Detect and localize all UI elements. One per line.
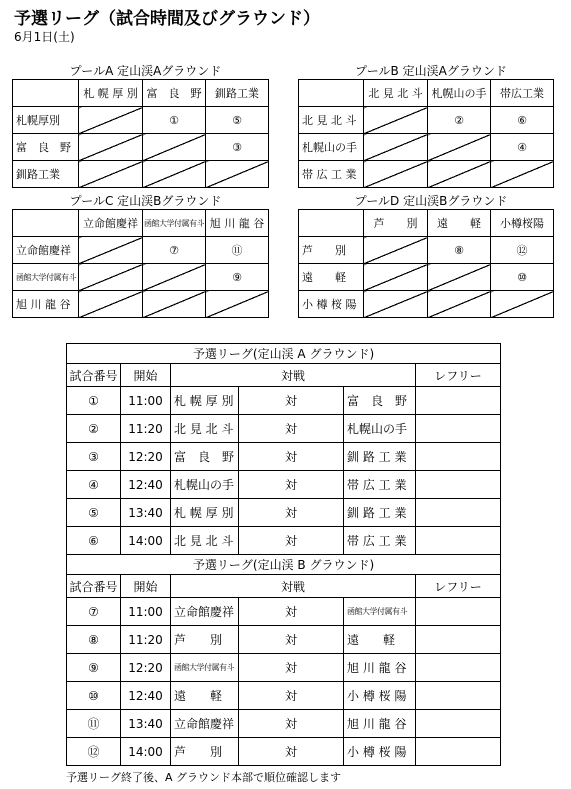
column-team-header: 立命館慶祥 xyxy=(79,210,143,237)
diagonal-cell xyxy=(79,291,143,318)
pool-b-table xyxy=(298,79,554,188)
match-number-cell: ⑦ xyxy=(143,237,206,264)
row-team-header: 富 良 野 xyxy=(13,134,79,161)
referee-cell xyxy=(416,654,501,682)
column-team-header: 芦 別 xyxy=(364,210,428,237)
referee-cell xyxy=(416,443,501,471)
referee-header: レフリー xyxy=(416,364,501,387)
pool-c-table xyxy=(12,209,269,318)
match-number-cell: ⑪ xyxy=(206,237,269,264)
vs-label: 対 xyxy=(239,415,344,443)
away-team: 帯 広 工 業 xyxy=(344,527,416,555)
row-team-header: 釧路工業 xyxy=(13,161,79,188)
match-number-cell: ⑥ xyxy=(491,107,554,134)
diagonal-cell xyxy=(206,291,269,318)
event-date: 6月1日(土) xyxy=(14,30,75,44)
vs-label: 対 xyxy=(239,710,344,738)
match-row xyxy=(67,626,501,654)
match-number: ④ xyxy=(67,471,121,499)
home-team: 札幌山の手 xyxy=(171,471,239,499)
match-number: ⑧ xyxy=(67,626,121,654)
pool-d-title: プールD 定山渓Bグラウンド xyxy=(354,194,508,208)
match-row xyxy=(67,598,501,626)
referee-cell xyxy=(416,527,501,555)
start-time-header: 開始 xyxy=(121,364,171,387)
away-team: 小 樽 桜 陽 xyxy=(344,738,416,766)
diagonal-cell xyxy=(364,134,428,161)
match-row xyxy=(67,499,501,527)
row-team-header: 函館大学付属有斗 xyxy=(13,264,79,291)
diagonal-cell xyxy=(428,134,491,161)
row-team-header: 札幌厚別 xyxy=(13,107,79,134)
away-team: 函館大学付属有斗 xyxy=(344,598,416,626)
match-number: ③ xyxy=(67,443,121,471)
vs-label: 対 xyxy=(239,682,344,710)
column-team-header: 遠 軽 xyxy=(428,210,491,237)
start-time: 14:00 xyxy=(121,527,171,555)
column-team-header: 釧路工業 xyxy=(206,80,269,107)
footnote: 予選リーグ終了後、A グラウンド本部で順位確認します xyxy=(66,771,342,784)
referee-cell xyxy=(416,471,501,499)
diagonal-cell xyxy=(364,291,428,318)
match-number-cell: ⑧ xyxy=(428,237,491,264)
match-no-header: 試合番号 xyxy=(67,364,121,387)
corner-cell xyxy=(13,210,79,237)
diagonal-cell xyxy=(143,264,206,291)
column-team-header: 札 幌 厚 別 xyxy=(79,80,143,107)
start-time: 12:20 xyxy=(121,443,171,471)
referee-cell xyxy=(416,710,501,738)
vs-label: 対 xyxy=(239,387,344,415)
match-number-cell: ① xyxy=(143,107,206,134)
diagonal-cell xyxy=(491,161,554,188)
home-team: 富 良 野 xyxy=(171,443,239,471)
home-team: 芦 別 xyxy=(171,626,239,654)
referee-cell xyxy=(416,499,501,527)
match-row xyxy=(67,682,501,710)
match-row xyxy=(67,527,501,555)
match-row xyxy=(67,710,501,738)
diagonal-cell xyxy=(364,107,428,134)
match-row xyxy=(67,443,501,471)
match-row xyxy=(67,471,501,499)
pool-b-title: プールB 定山渓Aグラウンド xyxy=(355,64,507,78)
start-time: 12:40 xyxy=(121,682,171,710)
referee-cell xyxy=(416,387,501,415)
schedule-table xyxy=(66,343,501,766)
diagonal-cell xyxy=(428,291,491,318)
match-number: ⑩ xyxy=(67,682,121,710)
start-time: 11:00 xyxy=(121,598,171,626)
row-team-header: 北 見 北 斗 xyxy=(299,107,364,134)
pool-d-table xyxy=(298,209,554,318)
away-team: 富 良 野 xyxy=(344,387,416,415)
match-row xyxy=(67,738,501,766)
match-row xyxy=(67,387,501,415)
diagonal-cell xyxy=(79,264,143,291)
diagonal-cell xyxy=(428,264,491,291)
away-team: 旭 川 龍 谷 xyxy=(344,710,416,738)
column-team-header: 北 見 北 斗 xyxy=(364,80,428,107)
home-team: 北 見 北 斗 xyxy=(171,527,239,555)
home-team: 札 幌 厚 別 xyxy=(171,387,239,415)
column-team-header: 帯広工業 xyxy=(491,80,554,107)
row-team-header: 旭 川 龍 谷 xyxy=(13,291,79,318)
column-team-header: 小樽桜陽 xyxy=(491,210,554,237)
diagonal-cell xyxy=(79,161,143,188)
away-team: 遠 軽 xyxy=(344,626,416,654)
vs-label: 対 xyxy=(239,471,344,499)
page-title: 予選リーグ（試合時間及びグラウンド） xyxy=(14,9,320,29)
diagonal-cell xyxy=(143,134,206,161)
referee-cell xyxy=(416,626,501,654)
away-team: 釧 路 工 業 xyxy=(344,499,416,527)
start-time: 11:20 xyxy=(121,626,171,654)
home-team: 北 見 北 斗 xyxy=(171,415,239,443)
column-team-header: 富 良 野 xyxy=(143,80,206,107)
away-team: 札幌山の手 xyxy=(344,415,416,443)
referee-cell xyxy=(416,682,501,710)
home-team: 遠 軽 xyxy=(171,682,239,710)
home-team: 札 幌 厚 別 xyxy=(171,499,239,527)
home-team: 立命館慶祥 xyxy=(171,598,239,626)
diagonal-cell xyxy=(143,161,206,188)
match-number-cell: ⑤ xyxy=(206,107,269,134)
diagonal-cell xyxy=(206,161,269,188)
corner-cell xyxy=(299,210,364,237)
start-time: 12:20 xyxy=(121,654,171,682)
diagonal-cell xyxy=(79,107,143,134)
diagonal-cell xyxy=(79,134,143,161)
vs-label: 対 xyxy=(239,738,344,766)
match-number: ⑦ xyxy=(67,598,121,626)
corner-cell xyxy=(299,80,364,107)
matchup-header: 対戦 xyxy=(171,575,416,598)
match-number: ⑤ xyxy=(67,499,121,527)
start-time-header: 開始 xyxy=(121,575,171,598)
start-time: 12:40 xyxy=(121,471,171,499)
referee-cell xyxy=(416,415,501,443)
diagonal-cell xyxy=(428,161,491,188)
match-no-header: 試合番号 xyxy=(67,575,121,598)
match-number-cell: ⑨ xyxy=(206,264,269,291)
section-title: 予選リーグ(定山渓 A グラウンド) xyxy=(67,344,501,364)
home-team: 立命館慶祥 xyxy=(171,710,239,738)
row-team-header: 遠 軽 xyxy=(299,264,364,291)
diagonal-cell xyxy=(491,291,554,318)
diagonal-cell xyxy=(143,291,206,318)
match-number: ⑨ xyxy=(67,654,121,682)
match-number-cell: ③ xyxy=(206,134,269,161)
match-number-cell: ② xyxy=(428,107,491,134)
match-number-cell: ⑫ xyxy=(491,237,554,264)
matchup-header: 対戦 xyxy=(171,364,416,387)
section-title: 予選リーグ(定山渓 B グラウンド) xyxy=(67,555,501,575)
start-time: 11:00 xyxy=(121,387,171,415)
pool-a-table xyxy=(12,79,269,188)
pool-c-title: プールC 定山渓Bグラウンド xyxy=(69,194,222,208)
diagonal-cell xyxy=(79,237,143,264)
referee-cell xyxy=(416,598,501,626)
diagonal-cell xyxy=(364,237,428,264)
vs-label: 対 xyxy=(239,654,344,682)
start-time: 13:40 xyxy=(121,499,171,527)
diagonal-cell xyxy=(364,264,428,291)
column-team-header: 札幌山の手 xyxy=(428,80,491,107)
away-team: 小 樽 桜 陽 xyxy=(344,682,416,710)
home-team: 芦 別 xyxy=(171,738,239,766)
pool-a-title: プールA 定山渓Aグラウンド xyxy=(69,64,222,78)
referee-cell xyxy=(416,738,501,766)
corner-cell xyxy=(13,80,79,107)
away-team: 旭 川 龍 谷 xyxy=(344,654,416,682)
match-row xyxy=(67,654,501,682)
away-team: 釧 路 工 業 xyxy=(344,443,416,471)
vs-label: 対 xyxy=(239,598,344,626)
start-time: 14:00 xyxy=(121,738,171,766)
home-team: 函館大学付属有斗 xyxy=(171,654,239,682)
start-time: 11:20 xyxy=(121,415,171,443)
vs-label: 対 xyxy=(239,626,344,654)
match-number: ⑫ xyxy=(67,738,121,766)
row-team-header: 小 樽 桜 陽 xyxy=(299,291,364,318)
diagonal-cell xyxy=(364,161,428,188)
row-team-header: 芦 別 xyxy=(299,237,364,264)
match-number: ⑥ xyxy=(67,527,121,555)
vs-label: 対 xyxy=(239,443,344,471)
start-time: 13:40 xyxy=(121,710,171,738)
referee-header: レフリー xyxy=(416,575,501,598)
match-number-cell: ⑩ xyxy=(491,264,554,291)
match-number: ⑪ xyxy=(67,710,121,738)
vs-label: 対 xyxy=(239,527,344,555)
match-number: ① xyxy=(67,387,121,415)
away-team: 帯 広 工 業 xyxy=(344,471,416,499)
row-team-header: 立命館慶祥 xyxy=(13,237,79,264)
row-team-header: 札幌山の手 xyxy=(299,134,364,161)
column-team-header: 旭 川 龍 谷 xyxy=(206,210,269,237)
row-team-header: 帯 広 工 業 xyxy=(299,161,364,188)
match-number: ② xyxy=(67,415,121,443)
match-number-cell: ④ xyxy=(491,134,554,161)
match-row xyxy=(67,415,501,443)
column-team-header: 函館大学付属有斗 xyxy=(143,210,206,237)
vs-label: 対 xyxy=(239,499,344,527)
